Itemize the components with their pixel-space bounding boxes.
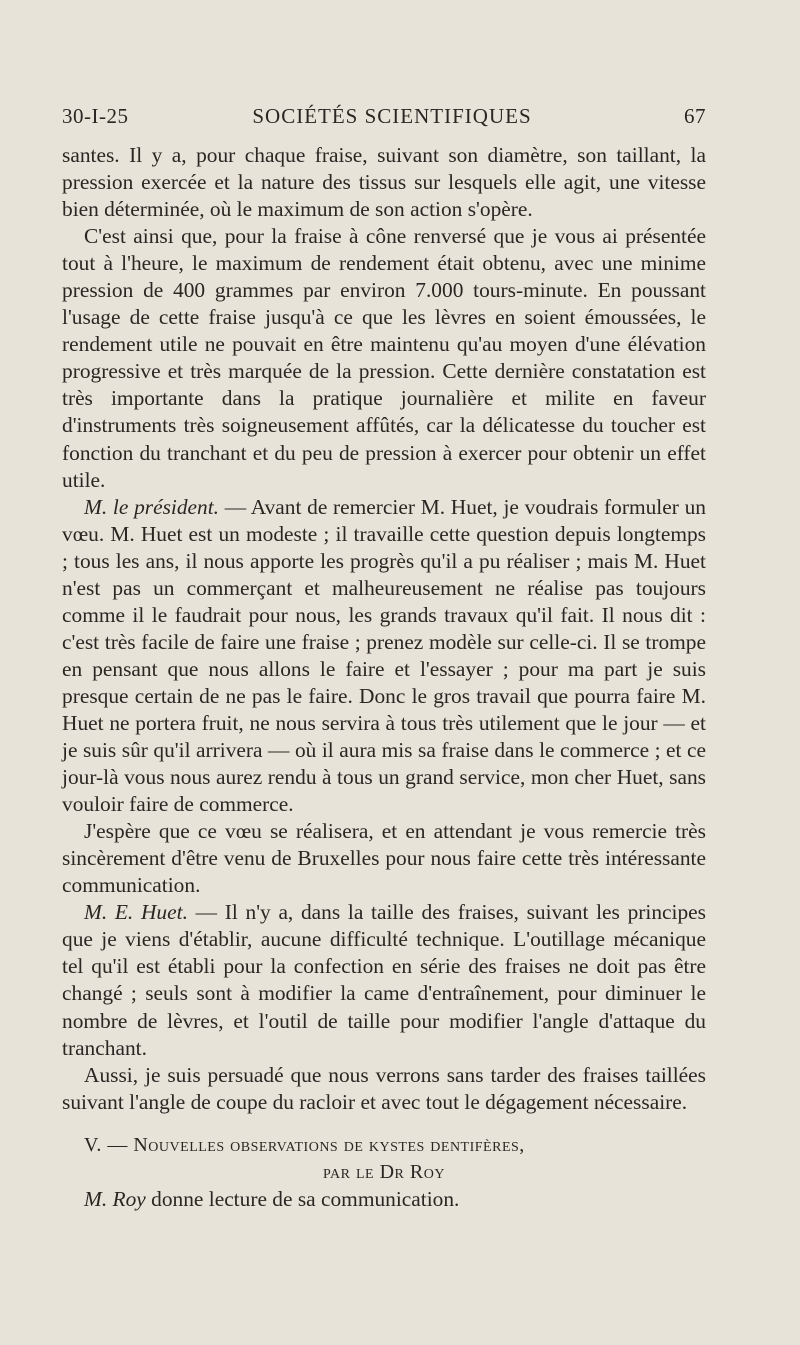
- section-heading-line-1: V. — Nouvelles observations de kystes dentifères,: [84, 1133, 525, 1156]
- president-text: — Avant de remercier M. Huet, je voudrais formuler un vœu. M. Huet est un modeste ; il travaille cette question depuis longtemps ; tous les ans, il nous apporte les progrès qu'il a pu réaliser ; mais M. Huet n'est pas un commerçant et malheureusement ne réalise pas toujours comme il le faudrait pour nous, les grands travaux qu'il fait. Il nous dit : c'est très facile de faire une fraise ; prenez modèle sur celle-ci. Il se trompe en pensant que nous allons le faire et l'essayer ; pour ma part je suis presque certain de ne pas le faire. Donc le gros travail que pourra faire M. Huet ne portera fruit, ne nous servira à tous très utilement que le jour — et je suis sûr qu'il arrivera — où il aura mis sa fraise dans le commerce ; et ce jour-là vous nous aurez rendu à tous un grand service, mon cher Huet, sans vouloir faire de commerce.: [62, 494, 706, 817]
- huet-remarks-2: Aussi, je suis persuadé que nous verrons sans tarder des fraises taillées suivant l'angle de coupe du racloir et avec tout le dégagement nécessaire.: [62, 1062, 706, 1114]
- speaker-roy: M. Roy: [84, 1186, 146, 1211]
- body-text: [62, 142, 706, 1213]
- roy-remarks: [62, 1186, 706, 1213]
- speaker-president: M. le président.: [84, 494, 220, 519]
- page-number: 67: [684, 104, 706, 128]
- huet-text: — Il n'y a, dans la taille des fraises, suivant les principes que je viens d'établir, aucune difficulté technique. L'outillage mécanique tel qu'il est établi pour la confection en série des fraises ne doit pas être changé ; seuls sont à modifier la came d'entraînement, pour diminuer le nombre de lèvres, et l'outil de taille pour modifier l'angle d'attaque du tranchant.: [62, 900, 706, 1060]
- header-running-title: SOCIÉTÉS SCIENTIFIQUES: [252, 104, 532, 128]
- huet-remarks: [62, 899, 706, 1061]
- speaker-huet: M. E. Huet.: [84, 900, 188, 925]
- running-header: [62, 104, 706, 134]
- roy-text: donne lecture de sa communication.: [145, 1186, 460, 1211]
- paragraph-2: C'est ainsi que, pour la fraise à cône renversé que je vous ai présentée tout à l'heure, le maximum de rendement était obtenu, avec une minime pression de 400 grammes par environ 7.000 tours-minute. En poussant l'usage de cette fraise jusqu'à ce que les lèvres en soient émoussées, le rendement utile ne pouvait en être maintenu qu'au moyen d'une élévation progressive et très marquée de la pression. Cette dernière constatation est très importante dans la pratique journalière et milite en faveur d'instruments très soigneusement affûtés, car la délicatesse du toucher est fonction du tranchant et du peu de pression à exercer pour obtenir un effet utile.: [62, 224, 706, 492]
- header-date: 30-I-25: [62, 104, 129, 128]
- president-remarks: [62, 494, 706, 819]
- section-heading-line-2: par le Dr Roy: [323, 1160, 445, 1183]
- paragraph-1: santes. Il y a, pour chaque fraise, suivant son diamètre, son taillant, la pression exercée et la nature des tissus sur lesquels elle agit, une vitesse bien déterminée, où le maximum de son action s'opère.: [62, 143, 706, 222]
- section-heading: [62, 1132, 706, 1186]
- president-remarks-2: J'espère que ce vœu se réalisera, et en attendant je vous remercie très sincèrement d'être venu de Bruxelles pour nous faire cette très intéressante communication.: [62, 819, 706, 898]
